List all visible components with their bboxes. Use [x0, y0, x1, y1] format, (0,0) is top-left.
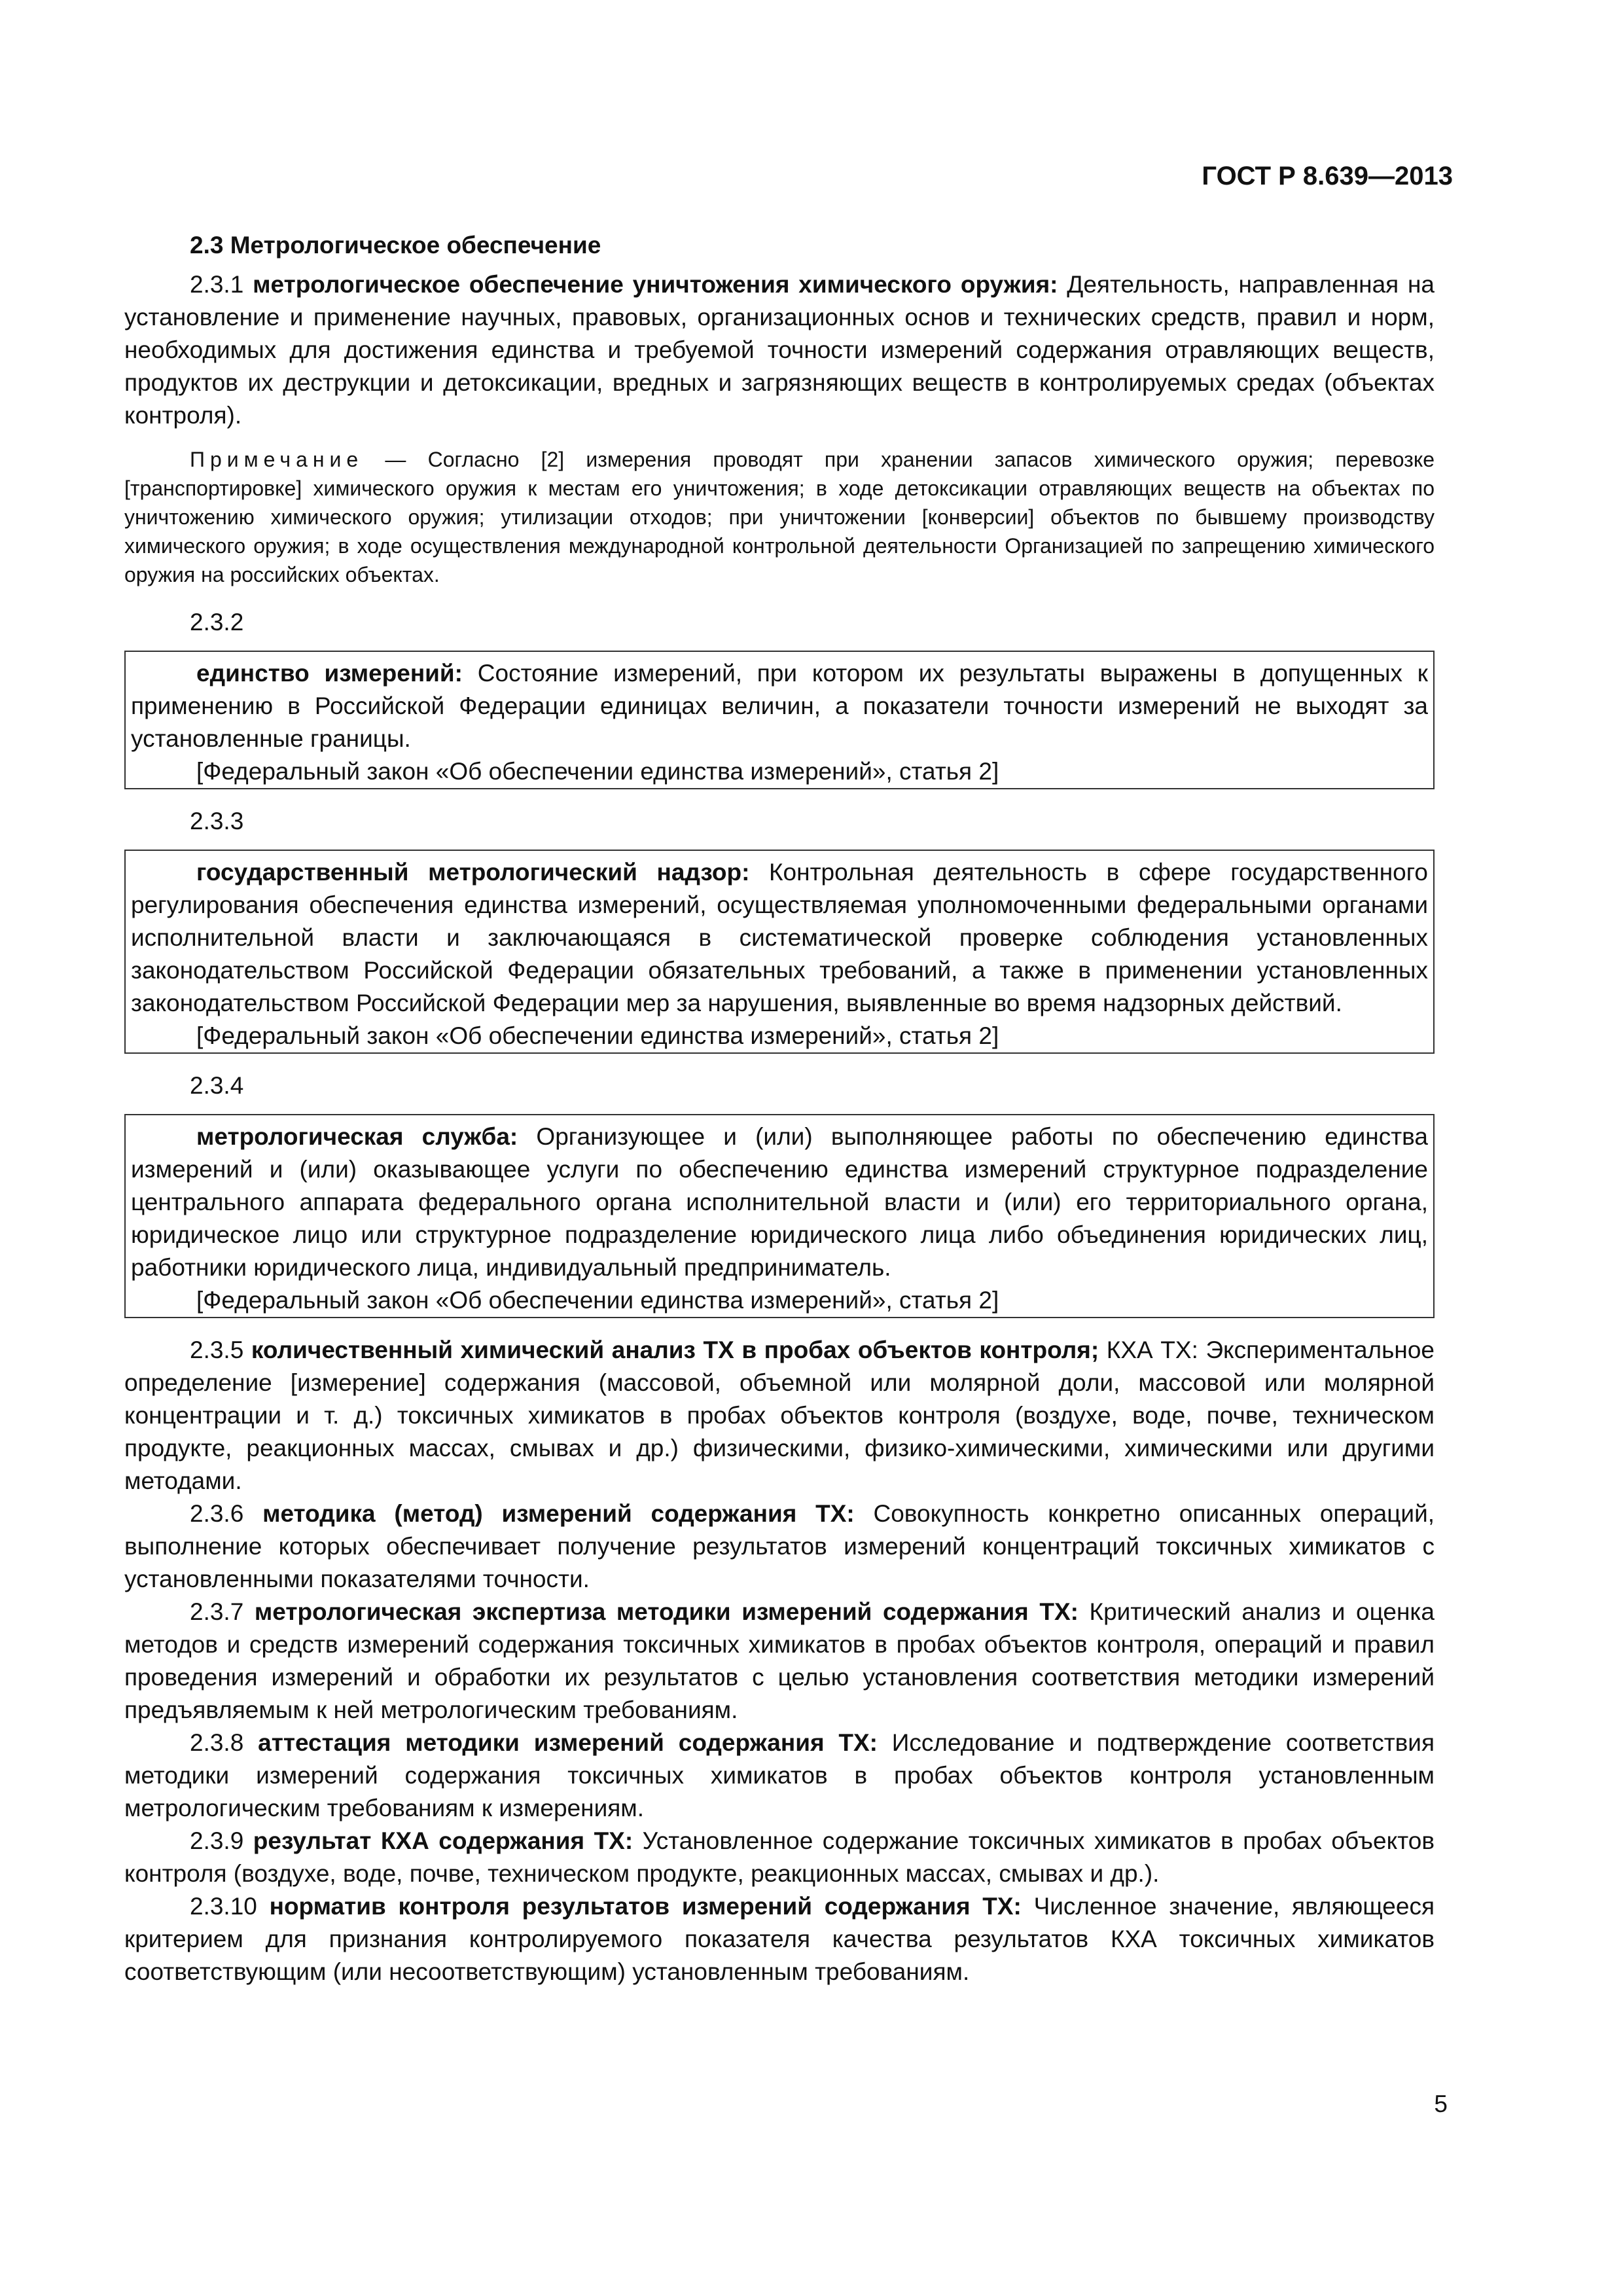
entry-term: метрологическое обеспечение уничтожения химического оружия:: [253, 271, 1058, 298]
entry-2-3-9: [124, 1825, 1435, 1890]
note: [124, 445, 1435, 589]
entry-definition: Критический анализ и оценка методов и средств измерений содержания токсичных химикатов в пробах объектов контроля, операций и правил проведения измерений и обработки их результатов с целью установления соответствия методики измерений предъявляемым к ней метрологическим требованиям.: [124, 1598, 1435, 1723]
entry-definition: Контрольная деятельность в сфере государственного регулирования обеспечения единства измерений, осуществляемая уполномоченными федеральными органами исполнительной власти и заключающаяся в систематической проверке соблюдения установленных законодательством Российской Федерации обязательных требований, а также в применении установленных законодательством Российской Федерации мер за нарушения, выявленные во время надзорных действий.: [131, 859, 1428, 1016]
entry-number: 2.3.7: [190, 1598, 244, 1625]
entry-definition: Численное значение, являющееся критерием для признания контролируемого показателя качества результатов КХА токсичных химикатов соответствующим (или несоответствующим) установленным требованиям.: [124, 1893, 1435, 1985]
note-label: Примечание: [190, 448, 364, 471]
entry-number: 2.3.8: [190, 1729, 244, 1756]
entry-definition: Экспериментальное определение [измерение] содержания (массовой, объемной или молярной доли, массовой или молярной концентрации и т. д.) токсичных химикатов в пробах объектов контроля (воздухе, воде, почве, техническом продукте, реакционных массах, смывах и др.) физическими, физико-химическими, химическими или другими методами.: [124, 1336, 1435, 1494]
entry-definition: Совокупность конкретно описанных операций, выполнение которых обеспечивает получение результатов измерений концентраций токсичных химикатов с установленными показателями точности.: [124, 1500, 1435, 1592]
entry-number: 2.3.4: [190, 1072, 244, 1099]
source-reference: [Федеральный закон «Об обеспечении единства измерений», статья 2]: [196, 1022, 999, 1049]
entry-2-3-1: [124, 268, 1435, 432]
entry-number: 2.3.6: [190, 1500, 244, 1527]
entry-number: 2.3.1: [190, 271, 244, 298]
source-reference: [Федеральный закон «Об обеспечении единства измерений», статья 2]: [196, 758, 999, 785]
entry-term: метрологическая служба:: [196, 1123, 518, 1150]
entry-term: методика (метод) измерений содержания ТХ:: [262, 1500, 855, 1527]
entry-abbreviation: КХА ТХ:: [1099, 1336, 1198, 1363]
entry-number: 2.3.5: [190, 1336, 244, 1363]
source-reference: [Федеральный закон «Об обеспечении единства измерений», статья 2]: [196, 1287, 999, 1314]
entry-number: 2.3.2: [190, 609, 244, 636]
section-title: 2.3 Метрологическое обеспечение: [190, 232, 601, 259]
entry-term: результат КХА содержания ТХ:: [253, 1827, 633, 1854]
entry-definition: Исследование и подтверждение соответствия методики измерений содержания токсичных химикатов в пробах объектов контроля установленным метрологическим требованиям к измерениям.: [124, 1729, 1435, 1821]
entry-number: 2.3.9: [190, 1827, 244, 1854]
entry-term: метрологическая экспертиза методики измерений содержания ТХ:: [254, 1598, 1079, 1625]
entry-definition: Состояние измерений, при котором их результаты выражены в допущенных к применению в Российской Федерации единицах величин, а показатели точности измерений не выходят за установленные границы.: [131, 660, 1428, 752]
quoted-term-box: [124, 850, 1435, 1054]
entry-2-3-10: [124, 1890, 1435, 1988]
page-content: [124, 229, 1435, 1988]
entry-number: 2.3.10: [190, 1893, 257, 1920]
entry-definition: Установленное содержание токсичных химикатов в пробах объектов контроля (воздухе, воде, почве, техническом продукте, реакционных массах, смывах и др.).: [124, 1827, 1435, 1887]
entry-definition: Организующее и (или) выполняющее работы по обеспечению единства измерений и (или) оказывающее услуги по обеспечению единства измерений структурное подразделение центрального аппарата федерального органа исполнительной власти и (или) его территориального органа, юридическое лицо или структурное подразделение юридического лица либо объединения юридических лиц, работники юридического лица, индивидуальный предприниматель.: [131, 1123, 1428, 1281]
entry-term: единство измерений:: [196, 660, 463, 687]
entry-term: норматив контроля результатов измерений содержания ТХ:: [269, 1893, 1022, 1920]
entry-definition: Деятельность, направленная на установление и применение научных, правовых, организационных основ и технических средств, правил и норм, необходимых для достижения единства и требуемой точности измерений содержания отравляющих веществ, продуктов их деструкции и детоксикации, вредных и загрязняющих веществ в контролируемых средах (объектах контроля).: [124, 271, 1435, 429]
page-number: 5: [1434, 2090, 1448, 2117]
entry-term: государственный метрологический надзор:: [196, 859, 750, 886]
entry-2-3-6: [124, 1498, 1435, 1596]
quoted-term-box: [124, 651, 1435, 789]
entry-2-3-8: [124, 1727, 1435, 1825]
document-code: ГОСТ Р 8.639—2013: [1202, 162, 1453, 190]
entry-term: количественный химический анализ ТХ в пробах объектов контроля;: [251, 1336, 1099, 1363]
note-text: — Согласно [2] измерения проводят при хранении запасов химического оружия; перевозке [транспортировке] химического оружия к местам его уничтожения; в ходе детоксикации отравляющих веществ на объектах по уничтожению химического оружия; утилизации отходов; при уничтожении [конверсии] объектов по бывшему производству химического оружия; в ходе осуществления международной контрольной деятельности Организацией по запрещению химического оружия на российских объектах.: [124, 448, 1435, 586]
entry-2-3-5: [124, 1334, 1435, 1498]
quoted-term-box: [124, 1114, 1435, 1318]
entry-2-3-7: [124, 1596, 1435, 1727]
entry-term: аттестация методики измерений содержания ТХ:: [258, 1729, 878, 1756]
entry-number: 2.3.3: [190, 808, 244, 834]
